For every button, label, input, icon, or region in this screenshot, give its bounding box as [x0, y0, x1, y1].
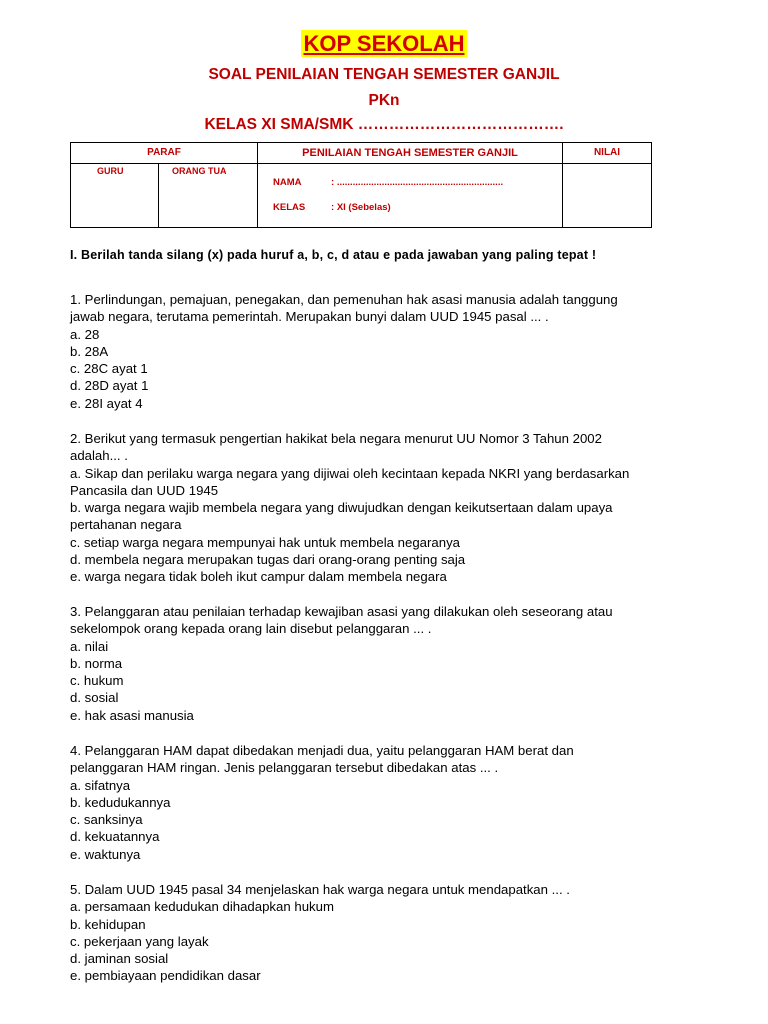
- answer-option: d. sosial: [70, 690, 119, 706]
- answer-option: a. persamaan kedudukan dihadapkan hukum: [70, 899, 334, 915]
- question-text: 2. Berikut yang termasuk pengertian hakikat bela negara menurut UU Nomor 3 Tahun 2002: [70, 431, 602, 446]
- question-text: jawab negara, terutama pemerintah. Merupakan bunyi dalam UUD 1945 pasal ... .: [70, 309, 549, 325]
- question-1: [70, 291, 720, 412]
- answer-option: a. sifatnya: [70, 777, 131, 793]
- answer-option: a. Sikap dan perilaku warga negara yang dijiwai oleh kecintaan kepada NKRI yang berdasarkan: [70, 465, 630, 481]
- answer-option: c. setiap warga negara mempunyai hak untuk membela negaranya: [70, 534, 460, 550]
- kelas-label: KELAS: [273, 202, 306, 213]
- answer-option: a. 28: [70, 326, 100, 342]
- school-letterhead: [0, 30, 768, 57]
- question-text: 5. Dalam UUD 1945 pasal 34 menjelaskan hak warga negara untuk mendapatkan ... .: [70, 882, 570, 897]
- answer-option: e. hak asasi manusia: [70, 707, 194, 723]
- nama-value: : ...............................................................: [331, 177, 504, 188]
- orang-tua-cell: [159, 164, 258, 228]
- answer-option: e. waktunya: [70, 846, 141, 862]
- question-text: 3. Pelanggaran atau penilaian terhadap kewajiban asasi yang dilakukan oleh seseorang atau: [70, 604, 613, 619]
- answer-option: b. norma: [70, 655, 123, 671]
- answer-option: a. nilai: [70, 638, 109, 654]
- answer-option: b. 28A: [70, 343, 109, 359]
- answer-option: d. jaminan sosial: [70, 951, 169, 967]
- answer-option: b. warga negara wajib membela negara yang diwujudkan dengan keikutsertaan dalam upaya: [70, 500, 613, 516]
- answer-option: Pancasila dan UUD 1945: [70, 482, 219, 498]
- answer-option: d. kekuatannya: [70, 829, 160, 845]
- identity-cell: [258, 164, 563, 228]
- answer-option: e. warga negara tidak boleh ikut campur dalam membela negara: [70, 569, 447, 585]
- kelas-value: : XI (Sebelas): [331, 202, 391, 213]
- question-text: 4. Pelanggaran HAM dapat dibedakan menjadi dua, yaitu pelanggaran HAM berat dan: [70, 743, 574, 758]
- question-3: [70, 603, 720, 724]
- question-text: sekelompok orang kepada orang lain disebut pelanggaran ... .: [70, 621, 432, 637]
- answer-option: pertahanan negara: [70, 517, 182, 533]
- question-text: adalah... .: [70, 448, 128, 464]
- answer-option: c. sanksinya: [70, 812, 143, 828]
- pts-header: PENILAIAN TENGAH SEMESTER GANJIL: [258, 143, 563, 164]
- instruction-text: I. Berilah tanda silang (x) pada huruf a, b, c, d atau e pada jawaban yang paling tepat !: [70, 248, 597, 262]
- answer-option: c. hukum: [70, 673, 124, 689]
- identity-table: [70, 142, 652, 228]
- answer-option: c. 28C ayat 1: [70, 361, 148, 377]
- nilai-header: NILAI: [563, 143, 652, 164]
- exam-title: SOAL PENILAIAN TENGAH SEMESTER GANJIL: [208, 66, 560, 83]
- nilai-cell: [563, 164, 652, 228]
- guru-label: GURU: [97, 166, 124, 176]
- orang-tua-label: ORANG TUA: [172, 166, 227, 176]
- class-line: KELAS XI SMA/SMK ………………………………….: [204, 116, 564, 133]
- answer-option: c. pekerjaan yang layak: [70, 933, 209, 949]
- answer-option: b. kehidupan: [70, 916, 146, 932]
- question-4: [70, 742, 720, 863]
- guru-cell: [71, 164, 159, 228]
- answer-option: b. kedudukannya: [70, 794, 171, 810]
- answer-option: e. 28I ayat 4: [70, 395, 143, 411]
- paraf-header: PARAF: [71, 143, 258, 164]
- question-5: [70, 881, 720, 985]
- answer-option: d. 28D ayat 1: [70, 378, 149, 394]
- question-2: [70, 430, 720, 586]
- subject-title: PKn: [368, 92, 400, 109]
- question-text: 1. Perlindungan, pemajuan, penegakan, dan pemenuhan hak asasi manusia adalah tanggung: [70, 292, 618, 307]
- kop-sekolah-label: KOP SEKOLAH: [301, 30, 468, 57]
- nama-label: NAMA: [273, 177, 302, 188]
- answer-option: d. membela negara merupakan tugas dari orang-orang penting saja: [70, 552, 466, 568]
- answer-option: e. pembiayaan pendidikan dasar: [70, 968, 261, 984]
- question-text: pelanggaran HAM ringan. Jenis pelanggaran tersebut dibedakan atas ... .: [70, 760, 499, 776]
